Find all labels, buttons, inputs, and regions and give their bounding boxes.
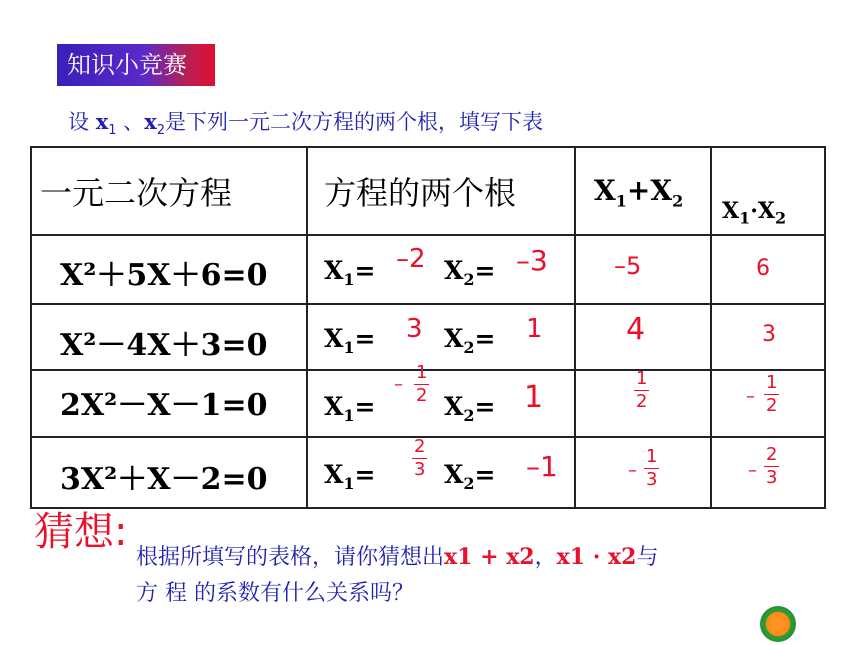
root-label-x1: $X_1=$ (324, 256, 376, 289)
header-product: $X_1\cdot X_2$ (722, 198, 787, 228)
col-divider (306, 146, 308, 509)
root-label-x1: $X_1=$ (324, 460, 376, 493)
answer-r4-sum-sign: – (628, 460, 637, 481)
root-label-x2: $X_2=$ (444, 324, 496, 357)
equation-3: 2X²－X－1=0 (60, 388, 268, 423)
table-border (30, 507, 826, 509)
equation-1: X²＋5X＋6=0 (60, 258, 268, 293)
answer-r3-x1-sign: – (394, 374, 403, 395)
table-border (824, 146, 826, 509)
answer-r4-prod-fraction: $\frac{2}{3}$ (766, 444, 778, 488)
answer-r2-prod: 3 (762, 322, 776, 347)
next-slide-button[interactable] (760, 606, 796, 642)
answer-r4-x2: –1 (526, 450, 558, 483)
answer-r4-x1-fraction: $\frac{2}{3}$ (414, 436, 426, 480)
section-badge: 知识小竞赛 (57, 44, 215, 86)
answer-r3-prod-sign: – (746, 386, 755, 407)
row-divider (30, 303, 826, 305)
guess-question-line1: 根据所填写的表格，请你猜想出x1 + x2，x1 · x2与 (136, 544, 659, 570)
root-label-x2: $X_2=$ (444, 256, 496, 289)
answer-r4-sum-fraction: $\frac{1}{3}$ (646, 446, 658, 490)
answer-r3-prod-fraction: $\frac{1}{2}$ (766, 372, 778, 416)
col-divider (574, 146, 576, 509)
answer-r1-x2: –3 (516, 244, 548, 277)
header-sum: $X_1+X_2$ (594, 174, 684, 211)
header-roots: 方程的两个根 (324, 174, 517, 212)
answer-r3-x2: 1 (524, 380, 544, 415)
intro-text: 设 $x_1$ 、$x_2$是下列一元二次方程的两个根，填写下表 (68, 109, 543, 139)
answer-r4-prod-sign: – (748, 460, 757, 481)
root-label-x2: $X_2=$ (444, 460, 496, 493)
answer-r2-x1: 3 (406, 314, 423, 344)
header-equation: 一元二次方程 (40, 174, 233, 212)
answer-r2-x2: 1 (526, 314, 543, 344)
answer-r3-x1-fraction: $\frac{1}{2}$ (416, 362, 428, 406)
answer-r1-x1: –2 (396, 244, 426, 274)
guess-title: 猜想: (34, 509, 128, 555)
guess-question-line2: 方 程 的系数有什么关系吗？ (136, 581, 414, 606)
root-label-x2: $X_2=$ (444, 392, 496, 425)
table-border (30, 146, 32, 509)
root-label-x1: $X_1=$ (324, 324, 376, 357)
col-divider (710, 146, 712, 509)
root-label-x1: $X_1=$ (324, 392, 376, 425)
equation-2: X²－4X＋3=0 (60, 328, 268, 363)
answer-r2-sum: 4 (626, 312, 646, 347)
roots-table (30, 146, 826, 509)
equation-4: 3X²＋X－2=0 (60, 462, 268, 497)
answer-r1-prod: 6 (756, 256, 770, 281)
row-divider (30, 436, 826, 438)
table-border (30, 146, 826, 148)
answer-r1-sum: –5 (614, 252, 642, 280)
answer-r3-sum-fraction: $\frac{1}{2}$ (636, 368, 648, 412)
row-divider (30, 234, 826, 236)
